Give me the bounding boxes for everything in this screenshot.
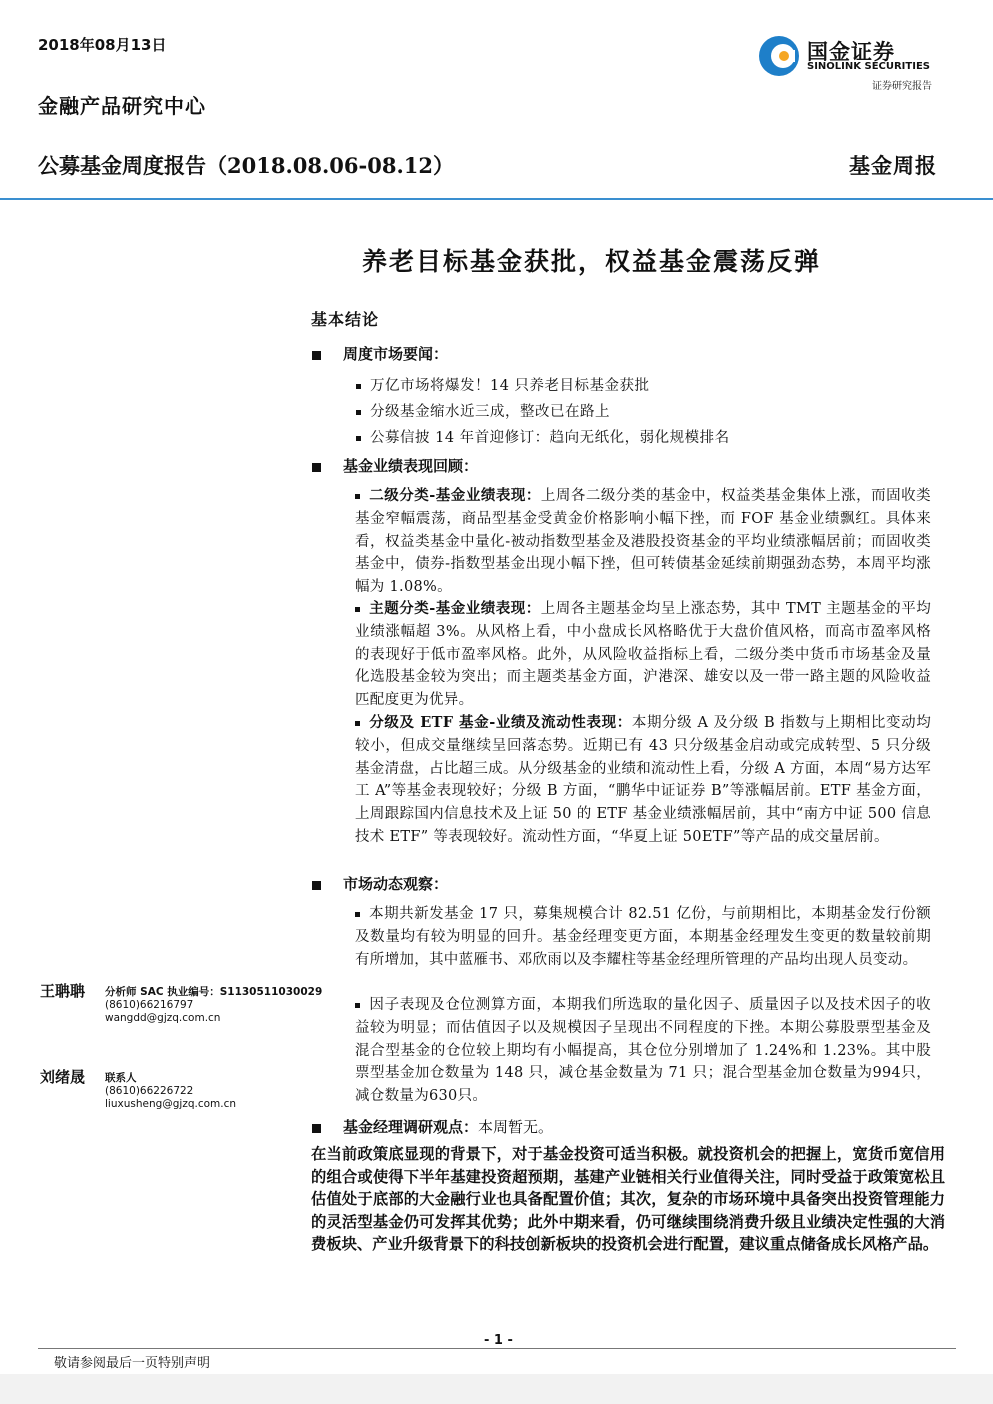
list-item: 万亿市场将爆发！14 只养老目标基金获批 bbox=[356, 374, 650, 395]
weekly-news-heading: 周度市场要闻： bbox=[312, 343, 448, 364]
report-headline: 养老目标基金获批，权益基金震荡反弹 bbox=[362, 247, 822, 276]
market-heading: 市场动态观察： bbox=[312, 873, 448, 894]
report-type: 基金周报 bbox=[849, 153, 937, 178]
performance-heading: 基金业绩表现回顾： bbox=[312, 455, 478, 476]
small-bullet-icon bbox=[355, 607, 360, 612]
performance-paragraph-etf: 分级及 ETF 基金-业绩及流动性表现：本期分级 A 及分级 B 指数与上期相比变动均较小，但成交量继续呈回落态势。近期已有 43 只分级基金启动或完成转型、5 只分级基金清盘，占比超三成。从分级基金的业绩和流动性上看，分级 A 方面，本周“易方达军工 A”等基金表现较好；分级 B 方面，“鹏华中证证券 B”等涨幅居前。ETF 基金方面，上周跟踪国内信息技术及上证 50 的 ETF 基金业绩涨幅居前，其中“南方中证 500 信息技术 ETF” 等表现较好。流动性方面，“华夏上证 50ETF”等产品的成交量居前。 bbox=[355, 714, 932, 845]
analyst-name: 王聃聃 bbox=[40, 982, 86, 1000]
logo-english-name: SINOLINK SECURITIES bbox=[807, 61, 930, 72]
small-bullet-icon bbox=[355, 1003, 360, 1008]
analyst-email: wangdd@gjzq.com.cn bbox=[105, 1012, 221, 1024]
contact-phone: (8610)66226722 bbox=[105, 1085, 194, 1097]
report-date: 2018年08月13日 bbox=[38, 36, 167, 54]
square-bullet-icon bbox=[312, 351, 321, 360]
investment-conclusion: 在当前政策底显现的背景下，对于基金投资可适当积极。就投资机会的把握上，宽货币宽信用的组合或使得下半年基建投资超预期，基建产业链相关行业值得关注，同时受益于政策宽松且估值处于底部的大金融行业也具备配置价值；其次，复杂的市场环境中具备突出投资管理能力的灵活型基金仍可发挥其优势；此外中期来看，仍可继续围绕消费升级且业绩决定性强的大消费板块、产业升级背景下的科技创新板块的投资机会进行配置，建议重点储备成长风格产品。 bbox=[311, 1145, 945, 1254]
logo-subtitle: 证券研究报告 bbox=[872, 81, 932, 92]
disclaimer-note: 敬请参阅最后一页特别声明 bbox=[54, 1356, 211, 1371]
small-bullet-icon bbox=[356, 436, 361, 441]
contact-info bbox=[105, 1072, 236, 1111]
square-bullet-icon bbox=[312, 881, 321, 890]
footer-divider bbox=[38, 1348, 956, 1349]
contact-name: 刘绪晟 bbox=[40, 1068, 86, 1086]
market-paragraph-factors: 因子表现及仓位测算方面，本期我们所选取的量化因子、质量因子以及技术因子的收益较为明显；而估值因子以及规模因子呈现出不同程度的下挫。本期公募股票型基金及混合型基金的仓位较上期均有小幅提高，其仓位分别增加了 1.24%和 1.23%。其中股票型基金加仓数量为 148 只，减仓基金数量为 71 只；混合型基金加仓数量为994只，减仓数量为630只。 bbox=[355, 997, 931, 1105]
manager-survey-line: 基金经理调研观点：本周暂无。 bbox=[312, 1116, 553, 1137]
section-title: 基本结论 bbox=[311, 310, 380, 329]
page-number: - 1 - bbox=[484, 1333, 513, 1348]
small-bullet-icon bbox=[355, 494, 360, 499]
list-item: 公募信披 14 年首迎修订：趋向无纸化，弱化规模排名 bbox=[356, 426, 730, 447]
logo-icon bbox=[757, 34, 801, 78]
analyst-role: 分析师 SAC 执业编号：S1130511030029 bbox=[105, 986, 323, 998]
small-bullet-icon bbox=[356, 410, 361, 415]
header-divider bbox=[0, 198, 993, 200]
performance-paragraph-theme: 主题分类-基金业绩表现：上周各主题基金均呈上涨态势，其中 TMT 主题基金的平均业绩涨幅超 3%。从风格上看，中小盘成长风格略优于大盘价值风格，而高市盈率风格的表现好于低市盈率风格。此外，从风险收益指标上看，二级分类中货币市场基金及量化选股基金较为突出；而主题类基金方面，沪港深、雄安以及一带一路主题的风险收益匹配度更为优异。 bbox=[355, 600, 931, 709]
small-bullet-icon bbox=[356, 384, 361, 389]
analyst-phone: (8610)66216797 bbox=[105, 999, 194, 1011]
logo-chinese-name: 国金证券 bbox=[807, 40, 895, 64]
analyst-contact bbox=[105, 986, 322, 1025]
square-bullet-icon bbox=[312, 1124, 321, 1133]
performance-paragraph-level2: 二级分类-基金业绩表现：上周各二级分类的基金中，权益类基金集体上涨，而固收类基金窄幅震荡，商品型基金受黄金价格影响小幅下挫，而 FOF 基金业绩飘红。具体来看，权益类基金中量化-被动指数型基金及港股投资基金的平均业绩涨幅居前；而固收类基金中，债券-指数型基金出现小幅下挫，但可转债基金延续前期强劲态势，本周平均涨幅为 1.08%。 bbox=[355, 487, 931, 596]
page-bottom-band bbox=[0, 1374, 993, 1404]
square-bullet-icon bbox=[312, 463, 321, 472]
report-title: 公募基金周度报告（2018.08.06-08.12） bbox=[38, 153, 454, 178]
small-bullet-icon bbox=[355, 721, 360, 726]
contact-email: liuxusheng@gjzq.com.cn bbox=[105, 1098, 237, 1110]
list-item: 分级基金缩水近三成，整改已在路上 bbox=[356, 400, 610, 421]
research-center-name: 金融产品研究中心 bbox=[38, 94, 206, 118]
small-bullet-icon bbox=[355, 912, 360, 917]
market-paragraph-issuance: 本期共新发基金 17 只，募集规模合计 82.51 亿份，与前期相比，本期基金发行份额及数量均有较为明显的回升。基金经理变更方面，本期基金经理发生变更的数量较前期有所增加，其中蓝雁书、邓欣雨以及李耀柱等基金经理所管理的产品均出现人员变动。 bbox=[355, 906, 931, 968]
contact-role: 联系人 bbox=[105, 1072, 137, 1084]
